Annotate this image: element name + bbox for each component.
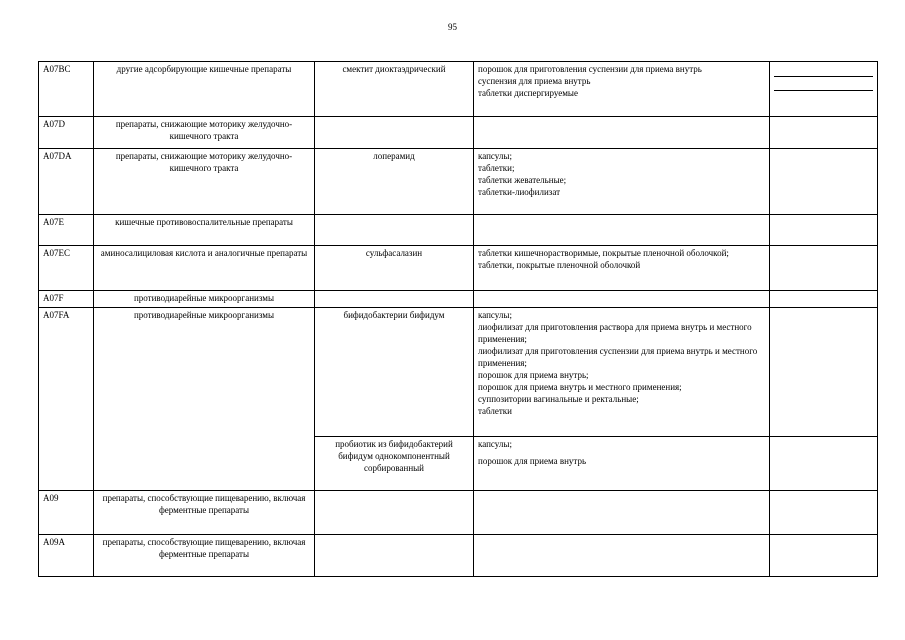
substance-name: сульфасалазин — [315, 246, 474, 291]
empty-cell — [770, 308, 878, 437]
sub-cell — [774, 77, 873, 91]
empty-cell — [770, 149, 878, 215]
atc-code: A09 — [39, 491, 94, 535]
substance-name: бифидобактерии бифидум — [315, 308, 474, 437]
dosage-forms — [474, 308, 770, 437]
dosage-forms — [474, 246, 770, 291]
page-number: 95 — [448, 22, 457, 32]
dosage-form: таблетки, покрытые пленочной оболочкой — [478, 260, 641, 270]
empty-cell — [770, 491, 878, 535]
dosage-form: лиофилизат для приготовления суспензии для приема внутрь и местного применения; — [478, 346, 758, 368]
table-row — [39, 149, 878, 215]
empty-cell — [770, 437, 878, 491]
drug-table — [38, 61, 878, 577]
substance-name — [315, 491, 474, 535]
table-row — [39, 215, 878, 246]
empty-cell — [770, 215, 878, 246]
drug-group: препараты, способствующие пищеварению, включая ферментные препараты — [94, 535, 315, 577]
atc-code: A07FA — [39, 308, 94, 491]
dosage-form: суспензия для приема внутрь — [478, 76, 591, 86]
drug-group: противодиарейные микроорганизмы — [94, 291, 315, 308]
drug-group: другие адсорбирующие кишечные препараты — [94, 62, 315, 117]
empty-cell — [770, 246, 878, 291]
substance-name — [315, 117, 474, 149]
dosage-form: суппозитории вагинальные и ректальные; — [478, 394, 639, 404]
table-row — [39, 291, 878, 308]
substance-name — [315, 291, 474, 308]
atc-code: A07DA — [39, 149, 94, 215]
sub-cell — [774, 63, 873, 77]
dosage-forms — [474, 437, 770, 491]
atc-code: A09A — [39, 535, 94, 577]
drug-group: противодиарейные микроорганизмы — [94, 308, 315, 491]
drug-group: кишечные противовоспалительные препараты — [94, 215, 315, 246]
dosage-forms — [474, 215, 770, 246]
dosage-form: таблетки; — [478, 163, 515, 173]
atc-code: A07D — [39, 117, 94, 149]
table-row — [39, 535, 878, 577]
substance-name — [315, 535, 474, 577]
dosage-forms — [474, 535, 770, 577]
dosage-form: капсулы; — [478, 151, 512, 161]
dosage-form: порошок для приема внутрь — [478, 456, 587, 466]
substance-name — [315, 215, 474, 246]
drug-group: препараты, снижающие моторику желудочно-кишечного тракта — [94, 149, 315, 215]
empty-cell — [770, 291, 878, 308]
sub-cell — [774, 91, 873, 104]
empty-cell — [770, 117, 878, 149]
empty-cell — [770, 535, 878, 577]
drug-group: препараты, снижающие моторику желудочно-кишечного тракта — [94, 117, 315, 149]
dosage-form: лиофилизат для приготовления раствора для приема внутрь и местного применения; — [478, 322, 752, 344]
atc-code: A07F — [39, 291, 94, 308]
dosage-form: таблетки кишечнорастворимые, покрытые пленочной оболочкой; — [478, 248, 729, 258]
table-row — [39, 117, 878, 149]
empty-cell — [770, 62, 878, 117]
dosage-form: таблетки диспергируемые — [478, 88, 578, 98]
table-row — [39, 246, 878, 291]
dosage-form: таблетки жевательные; — [478, 175, 567, 185]
dosage-forms — [474, 117, 770, 149]
drug-group: препараты, способствующие пищеварению, включая ферментные препараты — [94, 491, 315, 535]
dosage-forms — [474, 62, 770, 117]
substance-name: смектит диоктаэдрический — [315, 62, 474, 117]
drug-group: аминосалициловая кислота и аналогичные препараты — [94, 246, 315, 291]
atc-code: A07EC — [39, 246, 94, 291]
table-row — [39, 308, 878, 437]
dosage-forms — [474, 291, 770, 308]
dosage-form: порошок для приема внутрь; — [478, 370, 589, 380]
atc-code: A07BC — [39, 62, 94, 117]
atc-code: A07E — [39, 215, 94, 246]
dosage-forms — [474, 491, 770, 535]
dosage-forms — [474, 149, 770, 215]
dosage-form: капсулы; — [478, 310, 512, 320]
dosage-form: таблетки-лиофилизат — [478, 187, 561, 197]
dosage-form: таблетки — [478, 406, 513, 416]
dosage-form: порошок для приема внутрь и местного применения; — [478, 382, 682, 392]
dosage-form: порошок для приготовления суспензии для приема внутрь — [478, 64, 702, 74]
table-row — [39, 491, 878, 535]
substance-name: лоперамид — [315, 149, 474, 215]
dosage-form: капсулы; — [478, 439, 512, 449]
table-row — [39, 62, 878, 117]
substance-name: пробиотик из бифидобактерий бифидум однокомпонентный сорбированный — [315, 437, 474, 491]
